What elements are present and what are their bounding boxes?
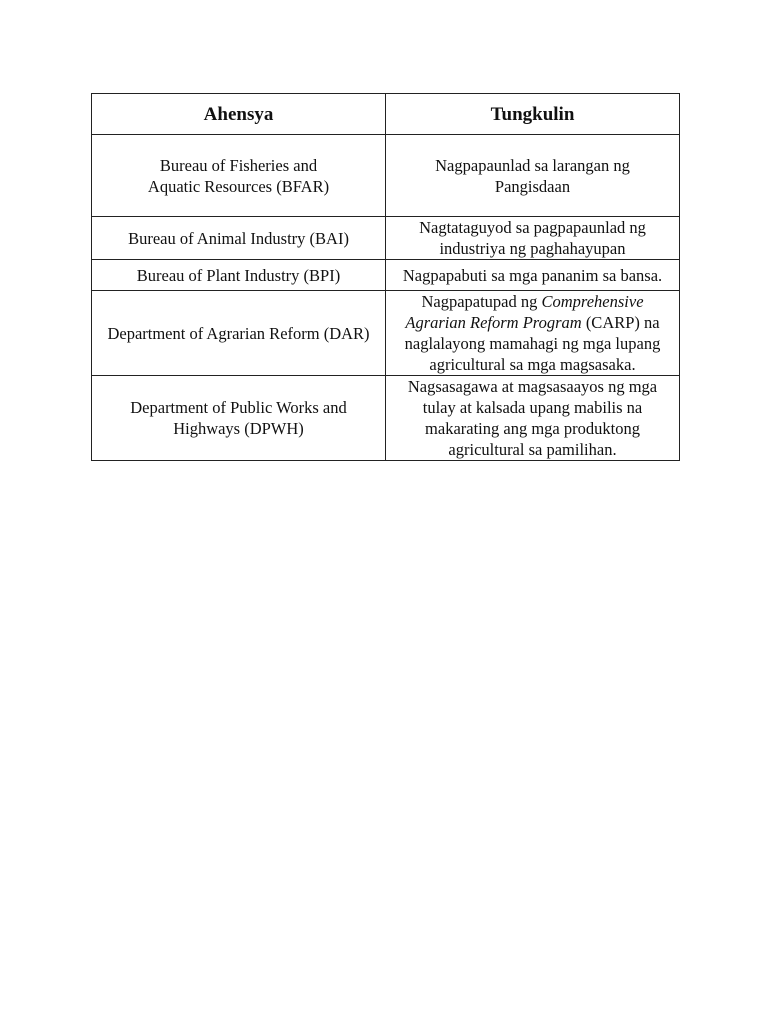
duty-cell-text	[393, 291, 673, 375]
program-name: Comprehensive Agrarian Reform Program	[405, 292, 644, 332]
duty-prefix: Nagpapatupad ng	[421, 292, 542, 311]
duty-cell-text: Nagtataguyod sa pagpapaunlad ng industriya ng paghahayupan	[419, 218, 646, 258]
header-agency: Ahensya	[92, 94, 386, 135]
table-row	[92, 260, 680, 291]
agency-cell-text: Department of Public Works and Highways (DPWH)	[130, 398, 347, 438]
duty-cell	[386, 376, 680, 461]
duty-cell	[386, 135, 680, 217]
table-row	[92, 291, 680, 376]
table-row	[92, 217, 680, 260]
agency-cell	[92, 376, 386, 461]
agency-cell	[92, 135, 386, 217]
table-row	[92, 135, 680, 217]
duty-cell-text: Nagpapaunlad sa larangan ng Pangisdaan	[435, 155, 630, 196]
agency-duties-table	[91, 93, 680, 461]
agency-cell: Department of Agrarian Reform (DAR)	[92, 291, 386, 376]
header-row	[92, 94, 680, 135]
duty-cell	[386, 217, 680, 260]
agency-cell: Bureau of Animal Industry (BAI)	[92, 217, 386, 260]
table-header	[92, 94, 680, 135]
agency-cell-text: Bureau of Fisheries and Aquatic Resources (BFAR)	[147, 155, 330, 196]
duty-suffix: (CARP) na naglalayong mamahagi ng mga lupang agricultural sa mga magsasaka.	[404, 313, 661, 374]
duty-cell	[386, 291, 680, 376]
header-duty: Tungkulin	[386, 94, 680, 135]
table-body	[92, 135, 680, 461]
table-row	[92, 376, 680, 461]
duty-cell: Nagpapabuti sa mga pananim sa bansa.	[386, 260, 680, 291]
duty-cell-text: Nagsasagawa at magsasaayos ng mga tulay at kalsada upang mabilis na makarating ang mga produktong agricultural sa pamilihan.	[407, 377, 658, 459]
agency-cell: Bureau of Plant Industry (BPI)	[92, 260, 386, 291]
